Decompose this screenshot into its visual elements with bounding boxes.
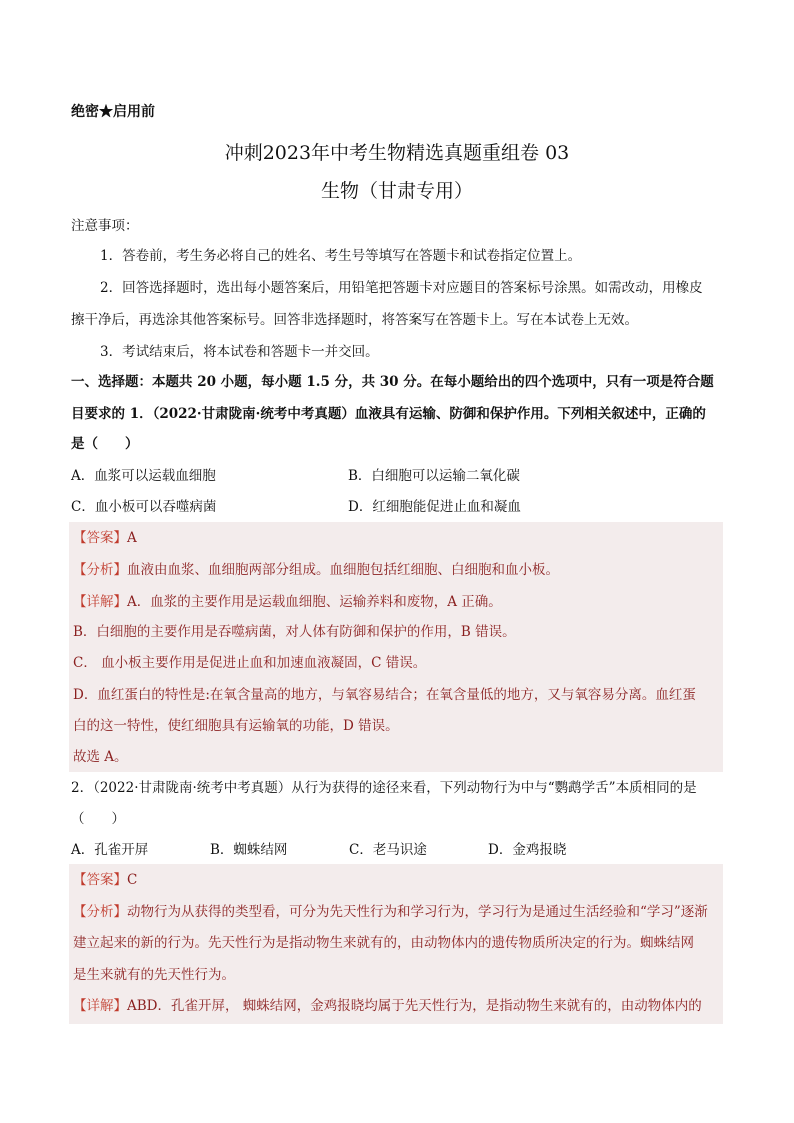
q2-analysis-line: 动物行为从获得的类型看，可分为先天性行为和学习行为，学习行为是通过生活经验和“学习”逐渐 (127, 904, 708, 920)
answer-tag: 【答案】 (73, 530, 127, 546)
q2-answer: C (127, 872, 138, 888)
notes-heading: 注意事项： (71, 218, 139, 234)
q1-detail-line: C． 血小板主要作用是促进止血和加速血液凝固，C 错误。 (73, 655, 427, 671)
q2-detail-row (73, 990, 702, 1022)
detail-tag: 【详解】 (73, 594, 127, 610)
q2-option-b: B．蜘蛛结网 (210, 842, 288, 858)
q1-detail-line: A．血浆的主要作用是运载血细胞、运输养料和废物，A 正确。 (127, 594, 502, 610)
q1-answer-row (73, 522, 137, 554)
q2-stem: 2．（2022·甘肃陇南·统考中考真题）从行为获得的途径来看，下列动物行为中与“鹦鹉学舌”本质相同的是 (71, 780, 697, 796)
q1-analysis: 血液由血浆、血细胞两部分组成。血细胞包括红细胞、白细胞和血小板。 (127, 562, 559, 578)
q1-option-c: C．血小板可以吞噬病菌 (71, 499, 217, 515)
note-item: 3．考试结束后，将本试卷和答题卡一并交回。 (100, 344, 379, 360)
q2-analysis-line: 是生来就有的先天性行为。 (73, 967, 235, 983)
q1-detail-line: 白的这一特性，使红细胞具有运输氧的功能，D 错误。 (73, 718, 399, 734)
analysis-tag: 【分析】 (73, 904, 127, 920)
q2-option-d: D．金鸡报晓 (488, 842, 567, 858)
note-item: 2．回答选择题时，选出每小题答案后，用铅笔把答题卡对应题目的答案标号涂黑。如需改动，用橡皮 (100, 280, 703, 296)
q1-conclusion: 故选 A。 (73, 749, 128, 765)
q1-detail-line: B．白细胞的主要作用是吞噬病菌，对人体有防御和保护的作用，B 错误。 (73, 624, 516, 640)
q1-stem: 目要求的 1．（2022·甘肃陇南·统考中考真题）血液具有运输、防御和保护作用。下列相关叙述中，正确的 (71, 406, 706, 422)
q2-analysis-line: 建立起来的新的行为。先天性行为是指动物生来就有的，由动物体内的遗传物质所决定的行为。蜘蛛结网 (73, 935, 694, 951)
q2-stem-end: （ ） (71, 811, 125, 827)
q2-option-c: C．老马识途 (349, 842, 427, 858)
q1-option-a: A．血浆可以运载血细胞 (71, 468, 216, 484)
secret-label: 绝密★启用前 (71, 104, 155, 120)
analysis-tag: 【分析】 (73, 562, 127, 578)
q2-answer-row (73, 864, 137, 896)
q1-detail-line: D．血红蛋白的特性是:在氧含量高的地方，与氧容易结合；在氧含量低的地方，又与氧容易分离。血红蛋 (73, 687, 696, 703)
exam-title: 冲刺2023年中考生物精选真题重组卷 03 (224, 142, 570, 164)
q2-analysis-row (73, 896, 708, 928)
q1-option-d: D．红细胞能促进止血和凝血 (348, 499, 521, 515)
answer-tag: 【答案】 (73, 872, 127, 888)
section-heading: 一、选择题：本题共 20 小题，每小题 1.5 分，共 30 分。在每小题给出的四个选项中，只有一项是符合题 (71, 374, 714, 390)
exam-subtitle: 生物（甘肃专用） (320, 180, 473, 202)
q1-answer: A (127, 530, 137, 546)
note-item: 擦干净后，再选涂其他答案标号。回答非选择题时，将答案写在答题卡上。写在本试卷上无效。 (71, 312, 638, 328)
q2-detail: ABD．孔雀开屏， 蜘蛛结网，金鸡报晓均属于先天性行为，是指动物生来就有的，由动物体内的 (127, 998, 702, 1014)
detail-tag: 【详解】 (73, 998, 127, 1014)
q1-option-b: B．白细胞可以运输二氧化碳 (348, 468, 520, 484)
q2-option-a: A．孔雀开屏 (71, 842, 149, 858)
q1-analysis-row (73, 554, 559, 586)
q1-detail-row (73, 586, 502, 618)
q1-stem-end: 是（ ） (71, 436, 139, 452)
note-item: 1．答卷前，考生务必将自己的姓名、考生号等填写在答题卡和试卷指定位置上。 (100, 248, 582, 264)
